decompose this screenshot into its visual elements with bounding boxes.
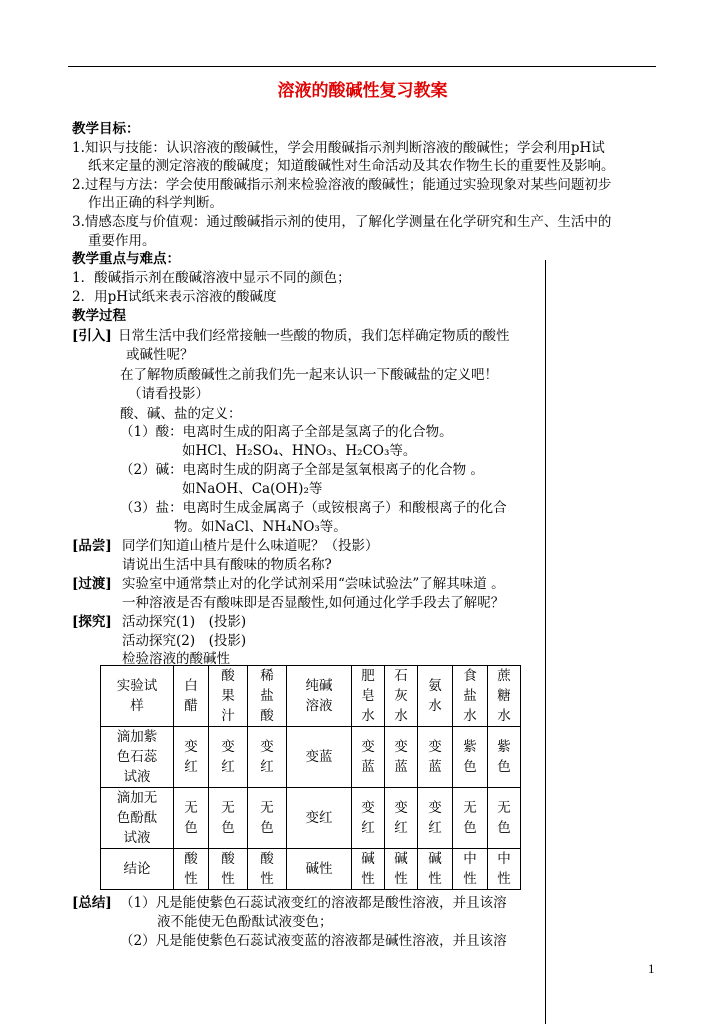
document-title: 溶液的酸碱性复习教案 (277, 81, 448, 101)
table-row (101, 666, 521, 727)
table-cell: 酸果汁 (209, 666, 248, 727)
goals-item-2-line-1: 2.过程与方法：学会使用酸碱指示剂来检验溶液的酸碱性；能通过实验现象对某些问题初步 (72, 177, 612, 193)
table-cell: 中性 (453, 849, 488, 890)
table-row (101, 727, 521, 788)
taste-line-1: 同学们知道山楂片是什么味道呢？（投影） (122, 538, 379, 554)
summary-line-2: 液不能使无色酚酞试液变色； (157, 914, 333, 930)
goals-item-1-line-2: 纸来定量的测定溶液的酸碱度；知道酸碱性对生命活动及其农作物生长的重要性及影响。 (88, 158, 615, 174)
table-cell: 碱性 (385, 849, 418, 890)
table-cell: 无色 (488, 788, 521, 849)
taste-line-2: 请说出生活中具有酸味的物质名称? (122, 557, 332, 573)
explore-line-1: 活动探究(1) (投影) (122, 614, 247, 630)
process-heading: 教学过程 (72, 308, 126, 324)
table-cell: 稀盐酸 (248, 666, 287, 727)
table-cell: 变蓝 (287, 727, 352, 788)
intro-line-1: 日常生活中我们经常接触一些酸的物质，我们怎样确定物质的酸性 (118, 328, 510, 344)
table-cell: 实验试样 (101, 666, 174, 727)
table-cell: 肥皂水 (352, 666, 385, 727)
goals-item-3-line-1: 3.情感态度与价值观：通过酸碱指示剂的使用，了解化学测量在化学研究和生产、生活中的 (72, 214, 612, 230)
base-examples: 如NaOH、Ca(OH)₂等 (182, 481, 323, 497)
table-cell: 无色 (174, 788, 209, 849)
table-cell: 酸性 (209, 849, 248, 890)
transition-line-2: 一种溶液是否有酸味即是否显酸性,如何通过化学手段去了解呢？ (122, 595, 505, 611)
table-cell: 无色 (453, 788, 488, 849)
table-row (101, 849, 521, 890)
definition-heading: 酸、碱、盐的定义： (120, 406, 242, 422)
header-rule (68, 66, 656, 67)
base-definition: （2）碱：电离时生成的阴离子全部是氢氧根离子的化合物 。 (120, 462, 484, 478)
taste-label: [品尝] (72, 538, 112, 554)
indicator-results-table (100, 665, 521, 890)
summary-line-3: （2）凡是能使紫色石蕊试液变蓝的溶液都是碱性溶液，并且该溶 (120, 933, 507, 949)
explore-line-3: 检验溶液的酸碱性 (122, 651, 230, 667)
table-cell: 滴加紫色石蕊试液 (101, 727, 174, 788)
table-cell: 变红 (174, 727, 209, 788)
table-cell: 变红 (418, 788, 453, 849)
transition-line-1: 实验室中通常禁止对的化学试剂采用“尝味试验法”了解其味道 。 (122, 576, 505, 592)
table-cell: 蔗糖水 (488, 666, 521, 727)
table-cell: 碱性 (287, 849, 352, 890)
table-cell: 碱性 (418, 849, 453, 890)
table-cell: 无色 (209, 788, 248, 849)
acid-examples: 如HCl、H₂SO₄、HNO₃、H₂CO₃等。 (182, 443, 417, 459)
table-cell: 酸性 (248, 849, 287, 890)
table-cell: 碱性 (352, 849, 385, 890)
transition-label: [过渡] (72, 576, 112, 592)
table-cell: 滴加无色酚酞试液 (101, 788, 174, 849)
table-cell: 氨水 (418, 666, 453, 727)
key-point-2: 2．用pH试纸来表示溶液的酸碱度 (72, 289, 277, 305)
table-cell: 变红 (209, 727, 248, 788)
table-cell: 纯碱溶液 (287, 666, 352, 727)
table-row (101, 788, 521, 849)
table-cell: 变蓝 (418, 727, 453, 788)
table-cell: 结论 (101, 849, 174, 890)
table-cell: 变红 (248, 727, 287, 788)
table-cell: 酸性 (174, 849, 209, 890)
acid-definition: （1）酸：电离时生成的阳离子全部是氢离子的化合物。 (120, 424, 453, 440)
salt-definition: （3）盐：电离时生成金属离子（或铵根离子）和酸根离子的化合 (120, 500, 507, 516)
intro-label: [引入] (72, 328, 112, 344)
table-cell: 无色 (248, 788, 287, 849)
salt-examples: 物。如NaCl、NH₄NO₃等。 (174, 519, 347, 535)
table-cell: 变红 (385, 788, 418, 849)
goals-heading: 教学目标： (72, 121, 140, 137)
intro-line-3: 在了解物质酸碱性之前我们先一起来认识一下酸碱盐的定义吧！ (120, 367, 498, 383)
goals-item-2-line-2: 作出正确的科学判断。 (88, 195, 223, 211)
goals-item-1-line-1: 1.知识与技能：认识溶液的酸碱性，学会用酸碱指示剂判断溶液的酸碱性；学会利用pH试 (72, 140, 605, 156)
table-cell: 变蓝 (385, 727, 418, 788)
table-cell: 变红 (352, 788, 385, 849)
table-cell: 紫色 (453, 727, 488, 788)
explore-line-2: 活动探究(2) (投影) (122, 633, 247, 649)
table-cell: 白醋 (174, 666, 209, 727)
table-cell: 紫色 (488, 727, 521, 788)
margin-rule (545, 260, 546, 1024)
table-cell: 中性 (488, 849, 521, 890)
summary-label: [总结] (72, 895, 112, 911)
table-cell: 食盐水 (453, 666, 488, 727)
page-number: 1 (648, 961, 655, 976)
summary-line-1: （1）凡是能使紫色石蕊试液变红的溶液都是酸性溶液，并且该溶 (120, 895, 507, 911)
table-cell: 变蓝 (352, 727, 385, 788)
intro-line-4: （请看投影） (128, 386, 209, 402)
goals-item-3-line-2: 重要作用。 (88, 233, 156, 249)
key-points-heading: 教学重点与难点： (72, 251, 180, 267)
intro-line-2: 或碱性呢？ (126, 347, 194, 363)
explore-label: [探究] (72, 614, 112, 630)
table-cell: 石灰水 (385, 666, 418, 727)
key-point-1: 1．酸碱指示剂在酸碱溶液中显示不同的颜色； (72, 270, 351, 286)
table-cell: 变红 (287, 788, 352, 849)
